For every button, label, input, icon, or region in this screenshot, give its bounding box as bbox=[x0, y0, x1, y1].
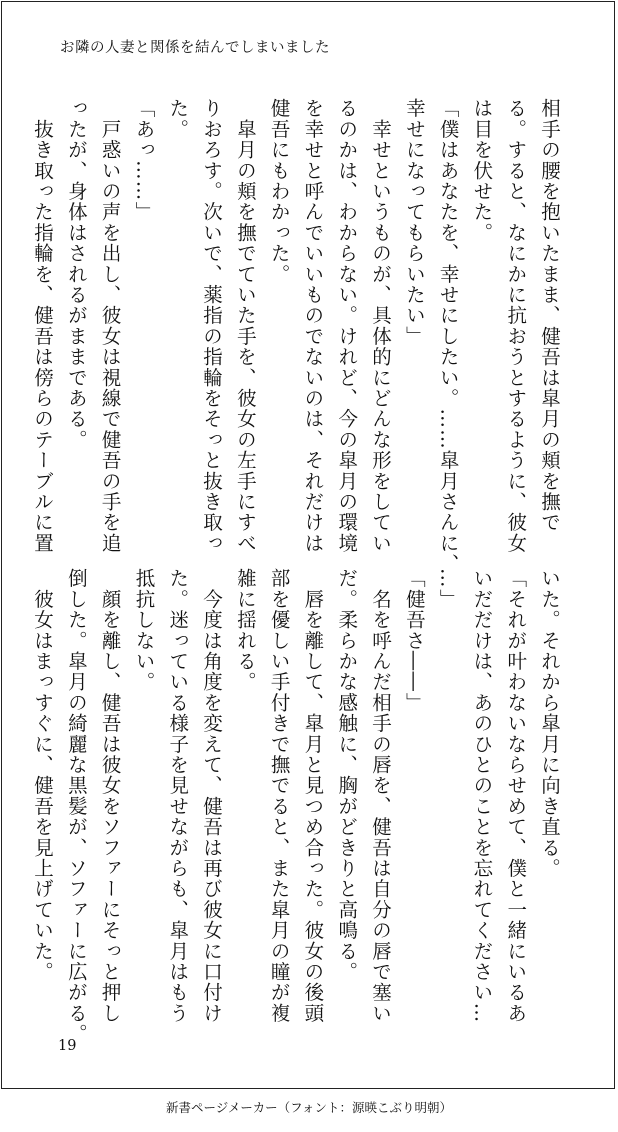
footer-caption: 新書ページメーカー（フォント：源暎こぶり明朝） bbox=[165, 1100, 452, 1115]
text-line: 今度は角度を変えて、健吾は再び彼女に口付け bbox=[200, 568, 224, 1024]
text-line: た。迷っている様子を見せながらも、皐月はもう bbox=[166, 568, 190, 1024]
page-number: 19 bbox=[58, 1038, 77, 1054]
text-line: 「健吾さ――」 bbox=[402, 568, 426, 713]
book-page bbox=[1, 1, 615, 1089]
body-text-upper bbox=[31, 98, 566, 575]
text-line: 顔を離し、健吾は彼女をソファーにそっと押し bbox=[98, 568, 122, 1024]
text-line: 抜き取った指輪を、健吾は傍らのテーブルに置 bbox=[31, 98, 55, 554]
text-line: …」 bbox=[436, 568, 460, 610]
text-line: いだだけは、あのひとのことを忘れてください… bbox=[470, 568, 494, 1024]
text-line: 皐月の頬を撫でていた手を、彼女の左手にすべ bbox=[233, 98, 257, 554]
text-line: ったが、身体はされるがままである。 bbox=[64, 98, 88, 450]
text-line: だ。柔らかな感触に、胸がどきりと高鳴る。 bbox=[335, 568, 359, 982]
text-line: 相手の腰を抱いたまま、健吾は皐月の頬を撫で bbox=[538, 98, 561, 533]
text-line: 「僕はあなたを、幸せにしたい。……皐月さんに、 bbox=[436, 98, 460, 575]
text-line: を幸せと呼んでいいものでないのは、それだけは bbox=[301, 98, 325, 554]
text-line: は目を伏せた。 bbox=[470, 98, 494, 243]
text-line: いた。それから皐月に向き直る。 bbox=[538, 568, 561, 879]
text-line: 部を優しい手付きで撫でると、また皐月の瞳が複 bbox=[267, 568, 291, 1024]
text-line: 幸せになってもらいたい」 bbox=[402, 98, 426, 347]
text-line: た。 bbox=[166, 98, 190, 140]
text-line: りおろす。次いで、薬指の指輪をそっと抜き取っ bbox=[200, 98, 224, 554]
text-line: 彼女はまっすぐに、健吾を見上げていた。 bbox=[31, 568, 55, 982]
text-line: 唇を離して、皐月と見つめ合った。彼女の後頭 bbox=[301, 568, 325, 1024]
text-line: 雑に揺れる。 bbox=[233, 568, 257, 693]
text-line: るのかは、わからない。けれど、今の皐月の環境 bbox=[335, 98, 359, 554]
body-text-lower bbox=[31, 568, 566, 1045]
text-line: 倒した。皐月の綺麗な黒髪が、ソファーに広がる。 bbox=[64, 568, 88, 1045]
text-line: 「それが叶わないならせめて、僕と一緒にいるあ bbox=[504, 568, 528, 1024]
text-line: 「あっ……」 bbox=[132, 98, 156, 223]
text-line: 名を呼んだ相手の唇を、健吾は自分の唇で塞い bbox=[369, 568, 393, 1024]
text-line: 幸せというものが、具体的にどんな形をしてい bbox=[369, 98, 393, 554]
text-line: 抵抗しない。 bbox=[132, 568, 156, 693]
running-header: お隣の人妻と関係を結んでしまいました bbox=[60, 40, 330, 56]
text-line: る。すると、なにかに抗おうとするように、彼女 bbox=[504, 98, 528, 554]
text-line: 戸惑いの声を出し、彼女は視線で健吾の手を追 bbox=[98, 98, 122, 554]
text-line: 健吾にもわかった。 bbox=[267, 98, 291, 285]
